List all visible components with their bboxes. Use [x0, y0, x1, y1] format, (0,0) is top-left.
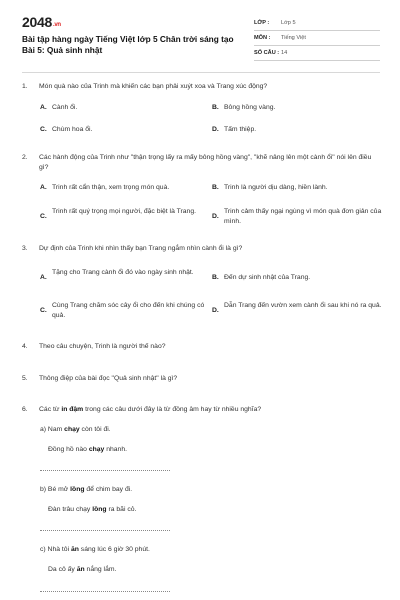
option-label: C.	[40, 307, 47, 314]
question-text: Các hành động của Trinh như "thận trọng lấy ra mấy bông hồng vàng", "khẽ nâng lên một cành ổi" nói lên điều gì?	[39, 154, 372, 171]
option-text: Tặng cho Trang cành ổi đó vào ngày sinh nhật.	[52, 269, 194, 276]
option-text: Trinh rất quý trọng mọi người, đặc biệt là Trang.	[52, 208, 197, 215]
question-number: 4.	[22, 343, 28, 350]
option-label: C.	[40, 126, 47, 133]
question-number: 6.	[22, 406, 28, 413]
meta-table	[254, 16, 380, 61]
option-label: D.	[212, 307, 219, 314]
question-text	[39, 405, 374, 415]
answer-line-a[interactable]	[40, 470, 170, 471]
text-part: nhanh.	[104, 446, 128, 453]
question-number: 5.	[22, 375, 28, 382]
text-part: a) Nam	[40, 426, 65, 433]
bold-text: chạy	[88, 446, 105, 453]
meta-key: LỚP :	[254, 20, 270, 26]
meta-row-count	[254, 46, 380, 61]
text-part: sáng lúc 6 giờ 30 phút.	[78, 546, 150, 553]
bold-text: lồng	[70, 486, 85, 493]
meta-key: MÔN :	[254, 35, 271, 41]
text-part: nắng lắm.	[84, 566, 117, 573]
sub-question-b-example	[48, 505, 136, 515]
text-part: để chim bay đi.	[84, 486, 133, 493]
option-label: A.	[40, 104, 47, 111]
text-part: b) Bé mở	[40, 486, 71, 493]
option-text: Trinh cảm thấy ngại ngùng vì món quà đơn giản của mình.	[224, 208, 382, 225]
sub-question-a	[40, 425, 111, 435]
bold-text: chạy	[64, 426, 80, 433]
option-label: A.	[40, 274, 47, 281]
question-number: 1.	[22, 83, 28, 90]
question-text: Món quà nào của Trinh mà khiến các bạn phải xuýt xoa và Trang xúc động?	[39, 83, 268, 90]
question-text: Dự định của Trinh khi nhìn thấy bạn Trang ngắm nhìn cành ổi là gì?	[39, 245, 243, 252]
sub-question-c-example	[48, 565, 116, 575]
question-text: Thông điệp của bài đọc "Quả sinh nhật" là gì?	[39, 375, 178, 382]
option-text: Trinh rất cẩn thận, xem trọng món quà.	[52, 184, 170, 191]
option-text: Cành ổi.	[52, 104, 78, 111]
meta-key: SỐ CÂU :	[254, 50, 280, 56]
meta-value: Tiếng Việt	[281, 35, 306, 41]
sub-question-b	[40, 485, 132, 495]
question-text: Theo câu chuyện, Trinh là người thế nào?	[39, 343, 166, 350]
question-number: 2.	[22, 154, 28, 161]
option-text: Bông hồng vàng.	[224, 104, 276, 111]
text-part: còn tôi đi.	[79, 426, 111, 433]
text-part: ra bãi cỏ.	[106, 506, 137, 513]
question-number: 3.	[22, 245, 28, 252]
logo-text: 2048	[22, 14, 52, 30]
option-text: Đến dự sinh nhật của Trang.	[224, 274, 311, 281]
option-label: A.	[40, 184, 47, 191]
bold-text: ăn	[76, 566, 85, 573]
bold-text: in đậm	[61, 406, 84, 413]
bold-text: ăn	[70, 546, 79, 553]
meta-value: Lớp 5	[281, 20, 296, 26]
text-part: Da cô ấy	[48, 566, 77, 573]
logo-suffix: .vn	[52, 22, 61, 28]
text-part: Đàn trâu chạy	[48, 506, 93, 513]
worksheet-header	[22, 12, 380, 68]
text-part: Đồng hồ nào	[48, 446, 89, 453]
option-label: D.	[212, 126, 219, 133]
option-label: B.	[212, 184, 219, 191]
meta-value: 14	[281, 50, 288, 56]
answer-line-b[interactable]	[40, 530, 170, 531]
sub-question-a-example	[48, 445, 127, 455]
option-text: Trinh là người dịu dàng, hiền lành.	[224, 184, 328, 191]
option-text: Cùng Trang chăm sóc cây ổi cho đến khi chúng có quả.	[52, 302, 205, 319]
text-part: trong các câu dưới đây là từ đồng âm hay từ nhiều nghĩa?	[83, 406, 262, 413]
sub-question-c	[40, 545, 150, 555]
option-text: Dẫn Trang đến vườn xem cành ổi sau khi nó ra quả.	[224, 302, 382, 309]
bold-text: lồng	[92, 506, 107, 513]
meta-row-subject	[254, 31, 380, 46]
answer-line-c[interactable]	[40, 591, 170, 592]
meta-row-class	[254, 16, 380, 31]
document-title: Bài tập hàng ngày Tiếng Việt lớp 5 Chân trời sáng tạo Bài 5: Quả sinh nhật	[22, 34, 234, 55]
text-part: Các từ	[39, 406, 62, 413]
option-label: B.	[212, 104, 219, 111]
text-part: c) Nhà tôi	[40, 546, 71, 553]
option-label: B.	[212, 274, 219, 281]
option-label: D.	[212, 213, 219, 220]
header-divider	[22, 72, 380, 73]
option-text: Chùm hoa ổi.	[52, 126, 93, 133]
option-label: C.	[40, 213, 47, 220]
site-logo[interactable]	[22, 14, 61, 30]
option-text: Tấm thiệp.	[224, 126, 257, 133]
